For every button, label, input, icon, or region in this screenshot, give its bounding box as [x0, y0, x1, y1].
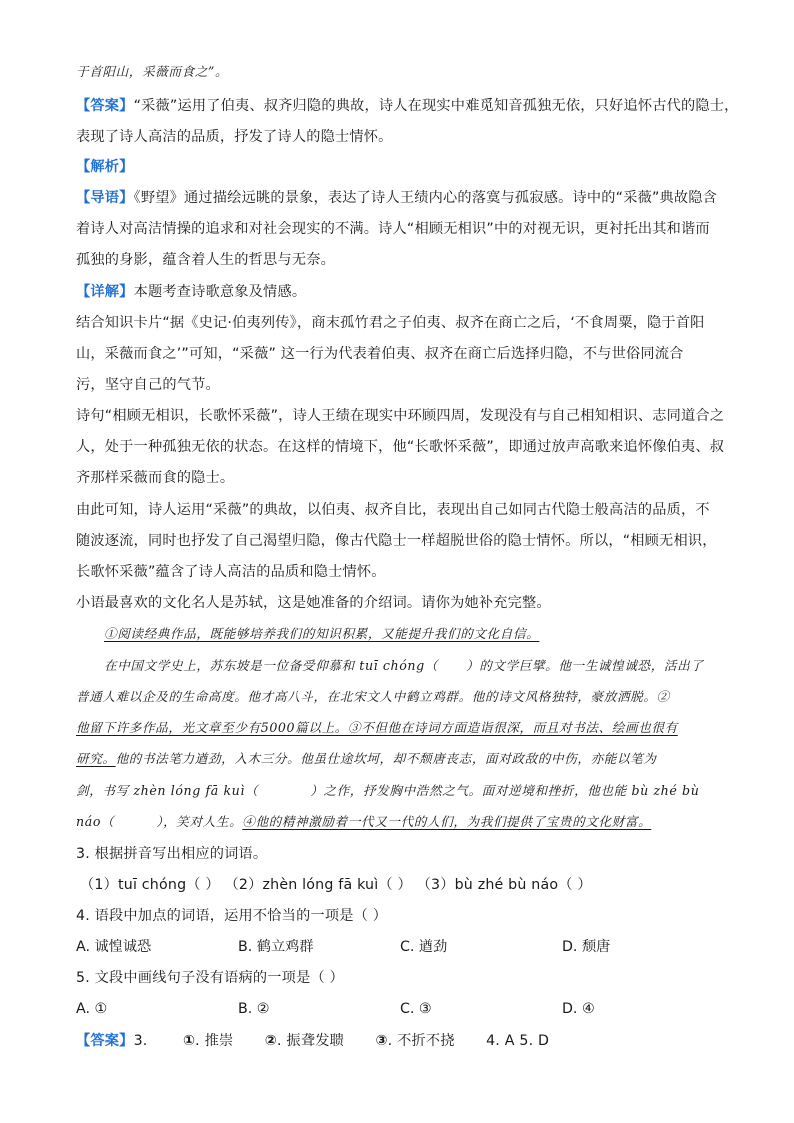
answer2-item3-mark: ③ — [375, 1033, 388, 1049]
detail-p1-line2: 山，采薇而食之’”可知，“采薇” 这一行为代表着伯夷、叔齐在商亡后选择归隐，不与世俗同流合 — [76, 346, 684, 362]
passage-line2 — [104, 656, 704, 676]
passage-text: náo（ — [76, 814, 115, 829]
q4-option-a: A. 诚惶诚恐 — [76, 939, 152, 955]
guide-text: 《野望》通过描绘远眺的景象，表达了诗人王绩内心的落寞与孤寂感。诗中的“采薇”典故隐含 — [133, 190, 718, 206]
detail-p3-line3: 长歌怀采薇”蕴含了诗人高洁的品质和隐士情怀。 — [76, 564, 386, 580]
passage-text: ）之作，抒发胸中浩然之气。面对逆境和挫折，他也能 bù zhé bù — [310, 783, 700, 798]
passage-text: 他的书法笔力遒劲，入木三分。他虽仕途坎坷，却不颓唐丧志，面对政敌的中伤，亦能以笔为 — [115, 751, 657, 766]
answer-tag: 【答案】 — [76, 98, 134, 114]
detail-tag: 【详解】 — [76, 284, 134, 300]
detail-p1-line1: 结合知识卡片“据《史记·伯夷列传》，商末孤竹君之子伯夷、叔齐在商亡之后，‘不食周粟，隐于首阳 — [76, 315, 705, 331]
intro-line: 小语最喜欢的文化名人是苏轼，这是她准备的介绍词。请你为她补充完整。 — [76, 595, 551, 611]
analysis-tag: 【解析】 — [76, 159, 134, 175]
passage-text: ）的文学巨擘。他一生诚惶诚恐，活出了 — [466, 658, 704, 673]
detail-p1-line3: 污，坚守自己的气节。 — [76, 377, 220, 393]
continuation-line: 于首阳山，采薇而食之”。 — [76, 64, 229, 79]
guide-line1 — [76, 188, 717, 208]
passage-line6 — [76, 781, 699, 801]
answer2-item3-text: . 不折不挠 — [387, 1033, 455, 1049]
q4-option-b: B. 鹤立鸡群 — [238, 939, 314, 955]
guide-line2: 着诗人对高洁情操的追求和对社会现实的不满。诗人“相顾无相识”中的对视无识，更衬托出其和谐而 — [76, 221, 710, 237]
passage-line3: 普通人难以企及的生命高度。他才高八斗，在北宋文人中鹤立鸡群。他的诗文风格独特，豪放洒脱。② — [76, 689, 670, 704]
passage-line1: ①阅读经典作品，既能够培养我们的知识积累，又能提升我们的文化自信。 — [104, 626, 540, 641]
detail-p2-line1: 诗句“相顾无相识，长歌怀采薇”，诗人王绩在现实中环顾四周，发现没有与自己相知相识、志同道合之 — [76, 408, 725, 424]
answer-block-line2: 表现了诗人高洁的品质，抒发了诗人的隐士情怀。 — [76, 129, 393, 145]
guide-line3: 孤独的身影，蕴含着人生的哲思与无奈。 — [76, 252, 335, 268]
guide-tag: 【导语】 — [76, 190, 134, 206]
answer2-tag: 【答案】 — [76, 1033, 134, 1049]
answer2-number: 3. — [133, 1033, 148, 1049]
q5-option-b: B. ② — [238, 1001, 270, 1017]
passage-line7 — [76, 812, 651, 832]
passage-text: ），笑对人生。 — [156, 814, 243, 829]
detail-p2-line3: 齐那样采薇而食的隐士。 — [76, 470, 235, 486]
detail-p3-line2: 随波逐流，同时也抒发了自己渴望归隐，像古代隐士一样超脱世俗的隐士情怀。所以，“相顾无相识， — [76, 533, 717, 549]
passage-underlined-text: ④他的精神激励着一代又一代的人们，为我们提供了宝贵的文化财富。 — [242, 814, 652, 829]
detail-line1 — [76, 282, 306, 302]
passage-text: 剑，书写 zhèn lóng fā kuì（ — [76, 783, 259, 798]
answer2-item2-text: . 振聋发聩 — [277, 1033, 344, 1049]
passage-line4: 他留下许多作品，光文章至少有5000篇以上。③不但他在诗词方面造诣很深，而且对书法、绘画也很有 — [76, 720, 678, 735]
detail-text: 本题考查诗歌意象及情感。 — [133, 284, 307, 300]
answer-text: “采薇”运用了伯夷、叔齐归隐的典故，诗人在现实中难觅知音孤独无依，只好追怀古代的隐士， — [133, 98, 739, 114]
question4-stem: 4. 语段中加点的词语，运用不恰当的一项是（ ） — [76, 908, 388, 924]
q5-option-d: D. ④ — [562, 1001, 595, 1017]
passage-underlined-text: 研究。 — [76, 751, 116, 766]
q5-option-c: C. ③ — [400, 1001, 432, 1017]
answer2-item1-text: . 推崇 — [195, 1033, 234, 1049]
answer2-line — [76, 1031, 549, 1051]
passage-text: 在中国文学史上，苏东坡是一位备受仰慕和 tuī chóng（ — [104, 658, 438, 673]
answer2-item1-mark: ① — [182, 1033, 196, 1049]
question3-stem: 3. 根据拼音写出相应的词语。 — [76, 846, 268, 862]
q4-option-c: C. 遒劲 — [400, 939, 448, 955]
passage-line5 — [76, 749, 657, 769]
question5-stem: 5. 文段中画线句子没有语病的一项是（ ） — [76, 970, 344, 986]
detail-p2-line2: 人，处于一种孤独无依的状态。在这样的情境下，他“长歌怀采薇”，即通过放声高歌来追怀像伯夷、叔 — [76, 439, 725, 455]
q5-option-a: A. ① — [76, 1001, 108, 1017]
answer2-item2-mark: ② — [264, 1033, 278, 1049]
question3-blanks: （1）tuī chóng（ ） （2）zhèn lóng fā kuì（ ） （3）bù zhé bù náo（ ） — [80, 877, 592, 893]
answer-block-line1 — [76, 96, 739, 116]
answer2-rest: 4. A 5. D — [486, 1033, 550, 1049]
q4-option-d: D. 颓唐 — [562, 939, 611, 955]
detail-p3-line1: 由此可知，诗人运用“采薇”的典故，以伯夷、叔齐自比，表现出自己如同古代隐士般高洁的品质，不 — [76, 502, 710, 518]
